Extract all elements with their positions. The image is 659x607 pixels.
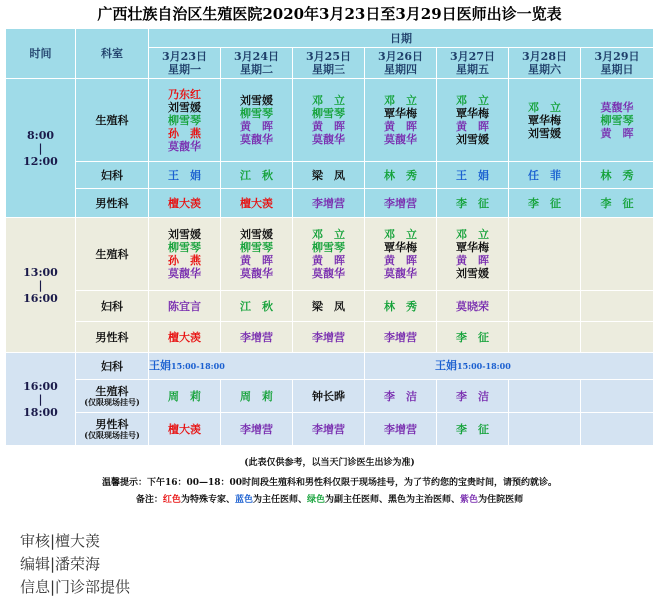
doctor-name: 刘雪媛	[168, 100, 201, 114]
dept-label: 妇科	[101, 168, 123, 182]
dept-label: 生殖科	[95, 113, 129, 127]
doctor-name: 李 征	[528, 196, 561, 210]
dept-label: 生殖科	[95, 247, 129, 261]
doctor-name: 覃华梅	[384, 107, 417, 120]
day-weekday: 星期三	[312, 63, 345, 76]
schedule-cell	[509, 291, 581, 322]
schedule-cell	[221, 380, 293, 413]
schedule-cell	[221, 322, 293, 353]
schedule-cell	[293, 162, 365, 189]
credit-editor: 编辑|潘荣海	[20, 555, 101, 573]
schedule-cell	[149, 189, 221, 218]
doctor-name: 李增营	[384, 196, 417, 210]
doctor-name: 黄 晖	[600, 126, 634, 140]
doctor-name: 黄 晖	[240, 120, 273, 133]
time-header-label: 时间	[29, 47, 52, 60]
schedule-cell	[437, 380, 509, 413]
schedule-cell	[437, 291, 509, 322]
doctor-name: 王娟	[149, 359, 171, 372]
doctor-name: 刘雪媛	[456, 267, 489, 280]
doctor-name: 任 菲	[528, 168, 561, 182]
schedule-cell	[581, 162, 654, 189]
schedule-cell	[293, 291, 365, 322]
dept-cell	[76, 291, 149, 322]
doctor-name: 周 莉	[240, 389, 273, 403]
schedule-cell	[437, 79, 509, 162]
doctor-name: 李 洁	[384, 389, 417, 403]
doctor-name: 莫馥华	[168, 267, 201, 280]
doctor-name: 陈宜言	[168, 299, 201, 313]
day-weekday: 星期五	[456, 63, 489, 76]
doctor-name: 邓 立	[384, 228, 417, 241]
schedule-cell	[581, 218, 654, 291]
doctor-name: 黄 晖	[312, 254, 345, 267]
doctor-name: 黄 晖	[384, 120, 417, 133]
legend-desc: 为主任医师、	[252, 495, 307, 505]
schedule-cell	[293, 218, 365, 291]
day-weekday: 星期一	[168, 63, 201, 76]
dept-label: 妇科	[101, 359, 123, 373]
schedule-cell	[581, 79, 654, 162]
schedule-cell	[149, 291, 221, 322]
doctor-name: 李 征	[600, 196, 634, 210]
time-slot	[6, 353, 76, 446]
doctor-name: 王娟	[435, 359, 457, 372]
dept-note: (仅限现场挂号)	[84, 430, 140, 440]
header-row	[6, 29, 654, 48]
dept-cell	[76, 322, 149, 353]
doctor-name: 柳雪琴	[168, 113, 201, 127]
day-header	[149, 48, 221, 79]
schedule-row	[6, 322, 654, 353]
legend-color: 绿色	[306, 495, 325, 505]
legend-desc: 为特殊专家、	[180, 495, 235, 505]
doctor-name: 江 秋	[240, 299, 273, 313]
schedule-cell	[581, 322, 654, 353]
doctor-name: 柳雪琴	[312, 241, 345, 254]
day-header	[437, 48, 509, 79]
doctor-name: 莫馥华	[312, 267, 345, 280]
schedule-cell	[365, 380, 437, 413]
schedule-row	[6, 189, 654, 218]
doctor-name: 李增营	[312, 422, 345, 436]
doctor-name: 钟长晔	[312, 389, 345, 403]
schedule-cell	[221, 291, 293, 322]
time-start: 8:00	[26, 128, 55, 142]
day-date: 3月29日	[594, 50, 640, 63]
doctor-name: 李 征	[456, 422, 489, 436]
day-date: 3月27日	[450, 50, 495, 63]
doctor-name: 邓 立	[384, 94, 417, 107]
dept-cell	[76, 189, 149, 218]
schedule-cell	[581, 380, 654, 413]
clinic-hours: 15:00-18:00	[457, 361, 511, 371]
schedule-cell	[581, 189, 654, 218]
doctor-name: 莫馥华	[384, 267, 417, 280]
day-header	[293, 48, 365, 79]
schedule-cell	[437, 413, 509, 446]
doctor-name: 莫馥华	[384, 133, 417, 146]
schedule-cell	[149, 162, 221, 189]
schedule-cell	[293, 413, 365, 446]
day-date: 3月24日	[234, 50, 279, 63]
schedule-cell	[509, 189, 581, 218]
doctor-name: 李增营	[240, 330, 273, 344]
time-start: 13:00	[23, 265, 58, 279]
day-date: 3月28日	[522, 50, 567, 63]
doctor-name: 黄 晖	[240, 254, 273, 267]
legend-color: 蓝色	[234, 495, 253, 505]
day-header	[509, 48, 581, 79]
doctor-name: 黄 晖	[456, 120, 489, 133]
day-weekday: 星期六	[528, 63, 561, 76]
doctor-name: 孙 燕	[168, 126, 201, 140]
schedule-cell	[221, 218, 293, 291]
doctor-name: 李 征	[456, 330, 489, 344]
schedule-cell	[581, 291, 654, 322]
doctor-name: 莫馥华	[168, 139, 201, 153]
schedule-cell	[437, 162, 509, 189]
schedule-cell	[221, 189, 293, 218]
doctor-name: 李增营	[240, 422, 273, 436]
tip-note: 温馨提示：下午16：00—18：00时间段生殖科和男性科仅限于现场挂号，为了节约您的宝贵时间，请预约就诊。	[101, 478, 558, 488]
schedule-cell	[365, 353, 654, 380]
schedule-table	[5, 28, 654, 446]
color-legend	[0, 493, 659, 507]
doctor-name: 梁 凤	[312, 299, 345, 313]
legend-prefix: 备注：	[135, 495, 163, 505]
doctor-name: 柳雪琴	[600, 113, 634, 127]
schedule-cell	[293, 380, 365, 413]
doctor-name: 邓 立	[528, 100, 561, 114]
schedule-cell	[365, 218, 437, 291]
schedule-cell	[509, 162, 581, 189]
credit-reviewer: 审核|檀大羡	[20, 532, 101, 550]
schedule-cell	[293, 79, 365, 162]
doctor-name: 邓 立	[312, 94, 345, 107]
time-end: 16:00	[23, 291, 58, 305]
dept-cell	[76, 218, 149, 291]
dept-cell	[76, 413, 149, 446]
dept-cell	[76, 353, 149, 380]
doctor-name: 李 征	[456, 196, 489, 210]
dept-cell	[76, 162, 149, 189]
doctor-name: 林 秀	[384, 168, 417, 182]
doctor-name: 柳雪琴	[168, 241, 201, 254]
doctor-name: 刘雪媛	[240, 228, 273, 241]
day-weekday: 星期四	[384, 63, 417, 76]
day-date: 3月25日	[306, 50, 351, 63]
doctor-name: 李增营	[312, 196, 345, 210]
dept-cell	[76, 79, 149, 162]
time-separator: |	[38, 278, 43, 292]
day-weekday: 星期日	[600, 63, 634, 76]
page-title: 广西壮族自治区生殖医院2020年3月23日至3月29日医师出诊一览表	[97, 5, 562, 23]
schedule-cell	[149, 413, 221, 446]
doctor-name: 檀大羡	[168, 196, 201, 210]
legend-desc: 为主治医师、	[406, 495, 461, 505]
schedule-row	[6, 413, 654, 446]
doctor-name: 檀大羡	[240, 196, 273, 210]
doctor-name: 李增营	[384, 330, 417, 344]
dept-label: 生殖科	[95, 385, 129, 398]
doctor-name: 周 莉	[168, 389, 201, 403]
disclaimer-note: (此表仅供参考，以当天门诊医生出诊为准)	[244, 458, 415, 468]
schedule-row	[6, 291, 654, 322]
dept-header-label: 科室	[101, 47, 123, 60]
schedule-cell	[221, 162, 293, 189]
doctor-name: 李增营	[384, 422, 417, 436]
dept-label: 男性科	[95, 196, 129, 210]
doctor-name: 柳雪琴	[240, 107, 273, 120]
legend-color: 紫色	[460, 495, 479, 505]
schedule-cell	[149, 79, 221, 162]
doctor-name: 莫馥华	[240, 133, 273, 146]
dept-label: 妇科	[101, 299, 123, 313]
schedule-cell	[509, 413, 581, 446]
schedule-cell	[437, 218, 509, 291]
time-separator: |	[38, 392, 43, 406]
doctor-name: 江 秋	[240, 168, 273, 182]
schedule-cell	[437, 322, 509, 353]
schedule-cell	[365, 189, 437, 218]
doctor-name: 莫馥华	[240, 267, 273, 280]
legend-desc: 为副主任医师、	[325, 495, 389, 505]
schedule-row	[6, 218, 654, 291]
doctor-name: 李 洁	[456, 389, 489, 403]
clinic-hours: 15:00-18:00	[171, 361, 225, 371]
doctor-name: 黄 晖	[384, 254, 417, 267]
time-slot	[6, 218, 76, 353]
doctor-name: 覃华梅	[528, 113, 561, 127]
dept-header	[76, 29, 149, 79]
day-header	[221, 48, 293, 79]
dept-cell	[76, 380, 149, 413]
doctor-name: 王 娟	[168, 168, 201, 182]
dates-header-label: 日期	[390, 31, 413, 45]
schedule-row	[6, 353, 654, 380]
schedule-cell	[221, 79, 293, 162]
doctor-name: 檀大羡	[168, 422, 201, 436]
schedule-cell	[509, 218, 581, 291]
schedule-cell	[149, 322, 221, 353]
doctor-name: 林 秀	[600, 168, 634, 182]
schedule-cell	[509, 322, 581, 353]
schedule-row	[6, 79, 654, 162]
time-end: 18:00	[23, 405, 58, 419]
doctor-name: 刘雪媛	[528, 126, 561, 140]
day-date: 3月26日	[378, 50, 423, 63]
doctor-name: 黄 晖	[456, 254, 489, 267]
doctor-name: 莫馥华	[600, 100, 634, 114]
day-date: 3月23日	[162, 50, 207, 63]
day-weekday: 星期二	[240, 63, 273, 76]
schedule-row	[6, 162, 654, 189]
doctor-name: 覃华梅	[456, 107, 489, 120]
doctor-name: 王 娟	[456, 168, 489, 182]
dept-note: (仅限现场挂号)	[84, 397, 140, 407]
time-start: 16:00	[23, 379, 58, 393]
schedule-cell	[365, 322, 437, 353]
doctor-name: 覃华梅	[384, 241, 417, 254]
credit-source: 信息|门诊部提供	[20, 578, 131, 596]
time-end: 12:00	[23, 154, 58, 168]
schedule-cell	[221, 413, 293, 446]
doctor-name: 梁 凤	[312, 168, 345, 182]
schedule-cell	[293, 189, 365, 218]
schedule-cell	[581, 413, 654, 446]
dept-label: 男性科	[95, 330, 129, 344]
doctor-name: 柳雪琴	[312, 107, 345, 120]
time-header	[6, 29, 76, 79]
doctor-name: 邓 立	[456, 228, 489, 241]
schedule-cell	[365, 162, 437, 189]
time-separator: |	[38, 141, 43, 155]
doctor-name: 李增营	[312, 330, 345, 344]
doctor-name: 黄 晖	[312, 120, 345, 133]
doctor-name: 刘雪媛	[168, 228, 201, 241]
schedule-cell	[149, 218, 221, 291]
doctor-name: 覃华梅	[456, 241, 489, 254]
schedule-cell	[365, 413, 437, 446]
schedule-cell	[437, 189, 509, 218]
legend-desc: 为住院医师	[478, 495, 524, 505]
doctor-name: 莫晓荣	[456, 299, 489, 313]
dates-header	[149, 29, 654, 48]
schedule-cell	[149, 353, 365, 380]
doctor-name: 邓 立	[456, 94, 489, 107]
doctor-name: 林 秀	[384, 299, 417, 313]
schedule-cell	[509, 380, 581, 413]
day-header	[365, 48, 437, 79]
doctor-name: 孙 燕	[168, 254, 201, 267]
schedule-cell	[365, 79, 437, 162]
dept-label: 男性科	[95, 418, 129, 431]
day-header	[581, 48, 654, 79]
doctor-name: 檀大羡	[168, 330, 201, 344]
legend-color: 红色	[162, 495, 181, 505]
legend-color: 黑色	[388, 495, 407, 505]
doctor-name: 刘雪媛	[456, 133, 489, 146]
doctor-name: 邓 立	[312, 228, 345, 241]
doctor-name: 柳雪琴	[240, 241, 273, 254]
schedule-cell	[149, 380, 221, 413]
doctor-name: 刘雪媛	[240, 94, 273, 107]
schedule-cell	[509, 79, 581, 162]
doctor-name: 莫馥华	[312, 133, 345, 146]
doctor-name: 乃东红	[168, 87, 201, 101]
time-slot	[6, 79, 76, 218]
schedule-row	[6, 380, 654, 413]
schedule-cell	[365, 291, 437, 322]
schedule-cell	[293, 322, 365, 353]
